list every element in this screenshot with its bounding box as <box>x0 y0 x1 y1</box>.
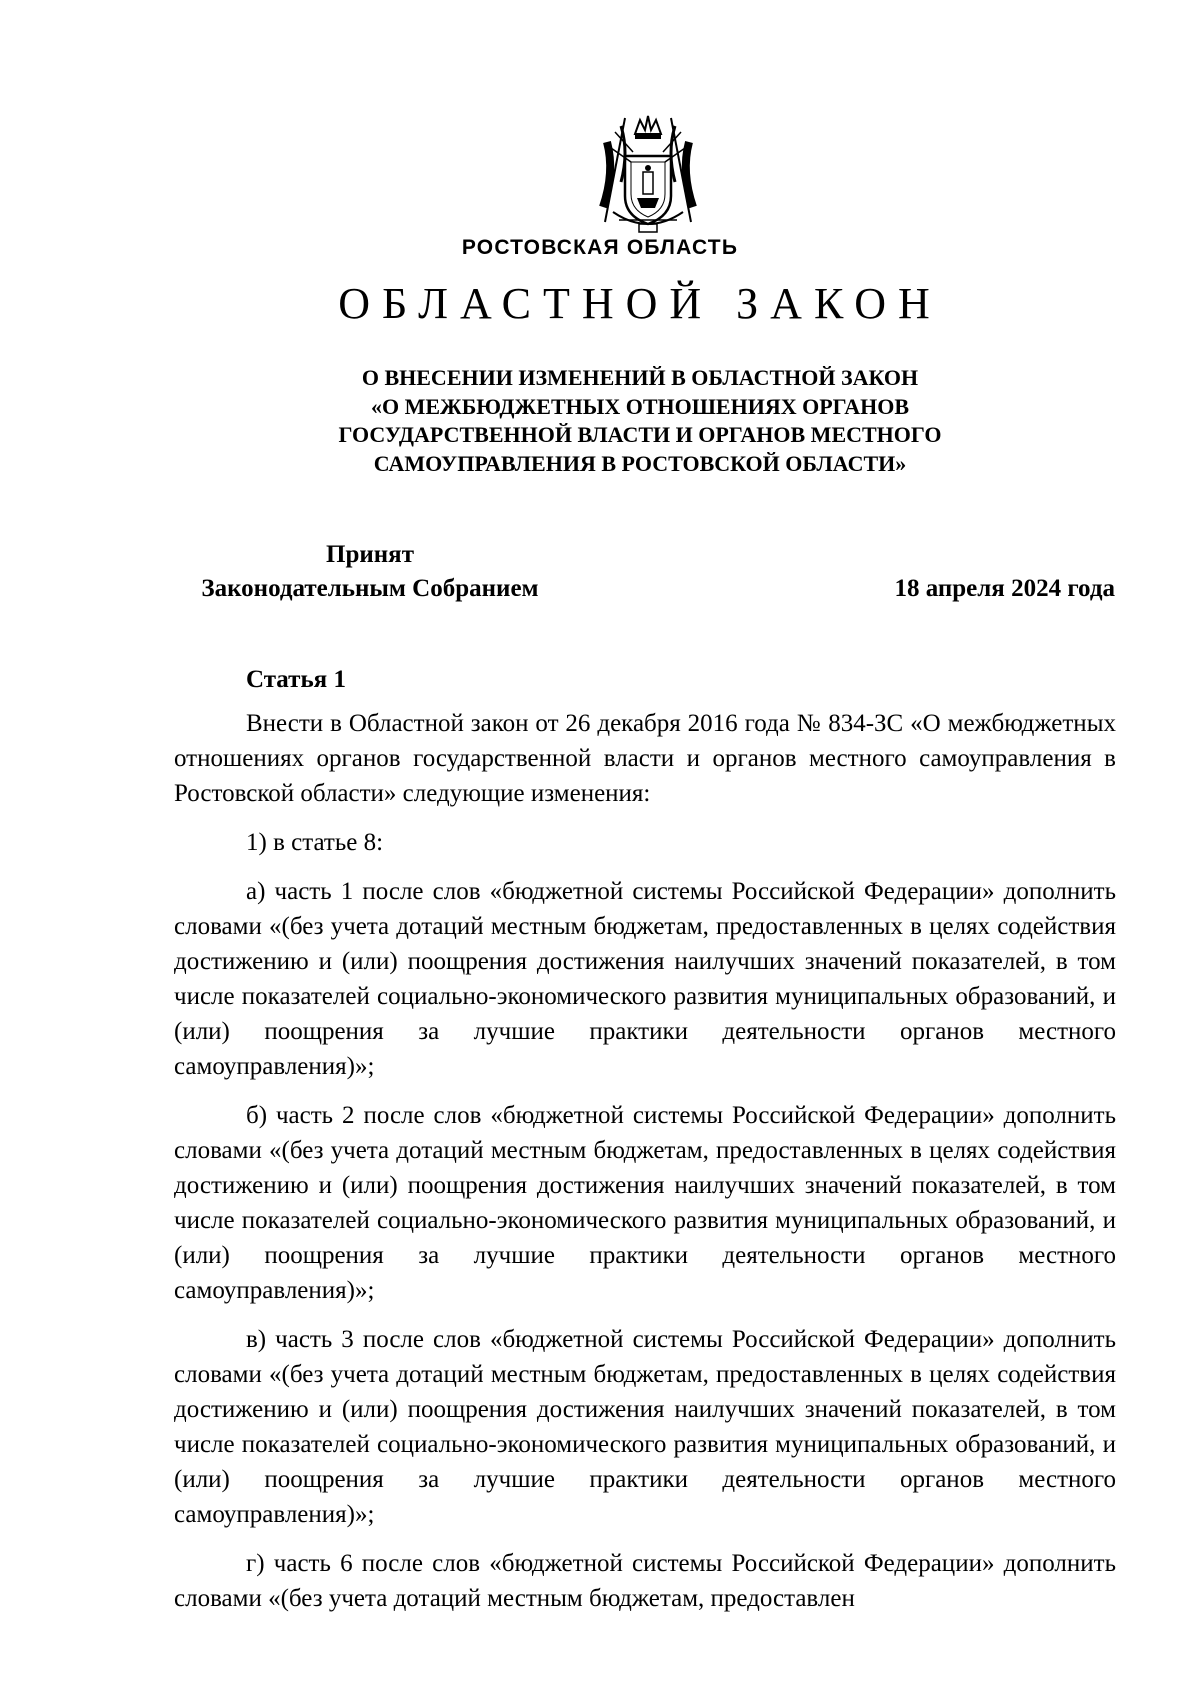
article-body <box>174 706 1116 1630</box>
law-title <box>250 364 1030 478</box>
adoption-date: 18 апреля 2024 года <box>894 575 1115 602</box>
adopted-by <box>175 538 565 606</box>
law-title-line: ГОСУДАРСТВЕННОЙ ВЛАСТИ И ОРГАНОВ МЕСТНОГО <box>338 422 942 447</box>
article-paragraph: Внести в Областной закон от 26 декабря 2016 года № 834-ЗС «О межбюджетных отношениях органов государственной власти и органов местного самоуправления в Ростовской области» следующие изменения: <box>174 710 1116 807</box>
adopted-label: Принят <box>326 541 414 568</box>
article-paragraph: 1) в статье 8: <box>246 829 384 856</box>
article-heading: Статья 1 <box>246 666 346 693</box>
article-paragraph: г) часть 6 после слов «бюджетной системы Российской Федерации» дополнить словами «(без учета дотаций местным бюджетам, предоставлен <box>174 1550 1116 1612</box>
article-paragraph: б) часть 2 после слов «бюджетной системы Российской Федерации» дополнить словами «(без учета дотаций местным бюджетам, предоставленных в целях содействия достижению и (или) поощрения достижения наилучших значений показателей, в том числе показателей социально-экономического развития муниципальных образований, и (или) поощрения за лучшие практики деятельности органов местного самоуправления)»; <box>174 1102 1116 1304</box>
article-paragraph: в) часть 3 после слов «бюджетной системы Российской Федерации» дополнить словами «(без учета дотаций местным бюджетам, предоставленных в целях содействия достижению и (или) поощрения достижения наилучших значений показателей, в том числе показателей социально-экономического развития муниципальных образований, и (или) поощрения за лучшие практики деятельности органов местного самоуправления)»; <box>174 1326 1116 1528</box>
region-name: РОСТОВСКАЯ ОБЛАСТЬ <box>461 236 739 259</box>
article-paragraph: а) часть 1 после слов «бюджетной системы Российской Федерации» дополнить словами «(без учета дотаций местным бюджетам, предоставленных в целях содействия достижению и (или) поощрения достижения наилучших значений показателей, в том числе показателей социально-экономического развития муниципальных образований, и (или) поощрения за лучшие практики деятельности органов местного самоуправления)»; <box>174 878 1116 1080</box>
law-title-line: «О МЕЖБЮДЖЕТНЫХ ОТНОШЕНИЯХ ОРГАНОВ <box>370 393 910 419</box>
document-type: ОБЛАСТНОЙ ЗАКОН <box>338 279 942 328</box>
law-title-line: О ВНЕСЕНИИ ИЗМЕНЕНИЙ В ОБЛАСТНОЙ ЗАКОН <box>361 365 919 390</box>
law-title-line: САМОУПРАВЛЕНИЯ В РОСТОВСКОЙ ОБЛАСТИ» <box>373 450 907 476</box>
adopting-body: Законодательным Собранием <box>201 575 539 602</box>
coat-of-arms-icon <box>585 112 711 236</box>
